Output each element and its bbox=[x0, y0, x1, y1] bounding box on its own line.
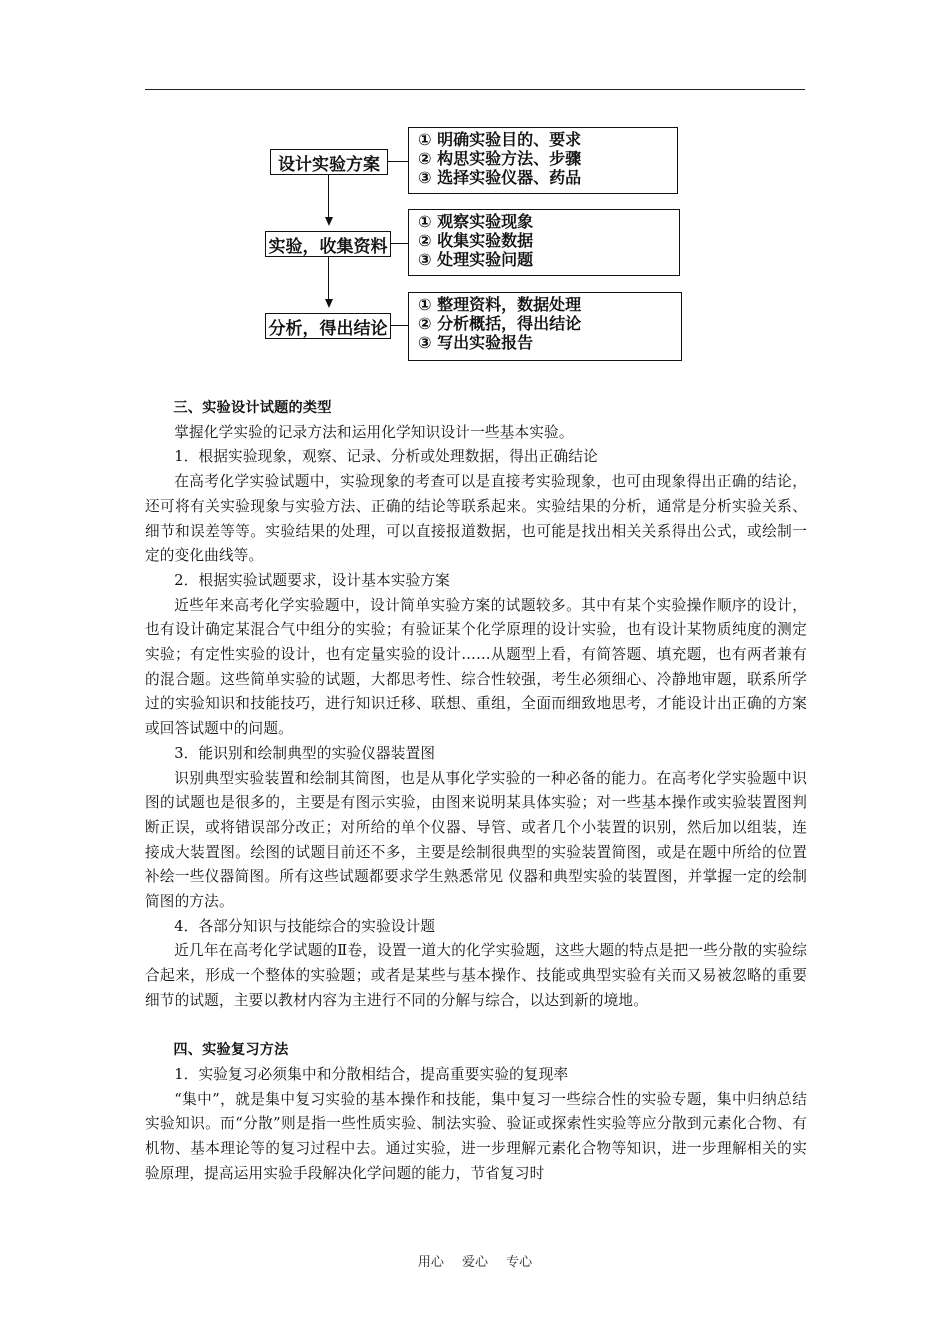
flow-stage-analysis bbox=[265, 313, 391, 339]
flow-stage-design bbox=[270, 149, 388, 175]
document-body bbox=[145, 396, 807, 1186]
section-heading: 三、实验设计试题的类型 bbox=[173, 400, 332, 416]
flow-detail-item: ① 观察实验现象 bbox=[418, 212, 534, 231]
item-title: 1．实验复习必须集中和分散相结合，提高重要实验的复现率 bbox=[174, 1065, 569, 1083]
flow-arrow-line bbox=[328, 257, 329, 300]
section-intro: 掌握化学实验的记录方法和运用化学知识设计一些基本实验。 bbox=[174, 423, 574, 441]
item-title: 3．能识别和绘制典型的实验仪器装置图 bbox=[174, 744, 436, 762]
flow-detail-item: ① 整理资料，数据处理 bbox=[418, 295, 582, 314]
item-title: 1．根据实验现象，观察、记录、分析或处理数据，得出正确结论 bbox=[174, 448, 598, 466]
flow-stage-label: 实验，收集资料 bbox=[268, 236, 388, 257]
flow-detail-item: ② 收集实验数据 bbox=[418, 231, 534, 250]
flow-details-analysis bbox=[408, 292, 682, 361]
flow-arrow-head bbox=[325, 299, 333, 308]
flow-arrow-line bbox=[328, 175, 329, 218]
flow-stage-experiment bbox=[265, 231, 391, 257]
flow-detail-item: ③ 处理实验问题 bbox=[418, 250, 534, 269]
item-body: 识别典型实验装置和绘制其简图，也是从事化学实验的一种必备的能力。在高考化学实验题中识图的试题也是很多的，主要是有图示实验，由图来说明某具体实验；对一些基本操作或实验装置图判断正误，或将错误部分改正；对所给的单个仪器、导管、或者几个小装置的识别，然后加以组装，连接成大装置图。绘图的试题目前还不多，主要是绘制很典型的实验装置简图，或是在题中所给的位置补绘一些仪器简图。所有这些试题都要求学生熟悉常见 仪器和典型实验的装置图，并掌握一定的绘制简图的方法。 bbox=[145, 769, 807, 911]
experiment-flowchart bbox=[0, 0, 950, 380]
flow-detail-item: ③ 选择实验仪器、药品 bbox=[418, 168, 582, 187]
flow-details-experiment bbox=[408, 209, 680, 276]
page-footer: 用心 爱心 专心 bbox=[417, 1255, 533, 1270]
item-body: 近些年来高考化学实验题中，设计简单实验方案的试题较多。其中有某个实验操作顺序的设计，也有设计确定某混合气中组分的实验；有验证某个化学原理的设计实验，也有设计某物质纯度的测定实验；有定性实验的设计，也有定量实验的设计……从题型上看，有简答题、填充题，也有两者兼有的混合题。这些简单实验的试题，大都思考性、综合性较强，考生必须细心、冷静地审题，联系所学过的实验知识和技能技巧，进行知识迁移、联想、重组，全面而细致地思考，才能设计出正确的方案或回答试题中的问题。 bbox=[145, 596, 807, 738]
item-body: 近几年在高考化学试题的Ⅱ卷，设置一道大的化学实验题，这些大题的特点是把一些分散的实验综合起来，形成一个整体的实验题；或者是某些与基本操作、技能或典型实验有关而又易被忽略的重要细节的试题，主要以教材内容为主进行不同的分解与综合，以达到新的境地。 bbox=[145, 942, 807, 1009]
flow-detail-item: ① 明确实验目的、要求 bbox=[418, 130, 582, 149]
item-body: 在高考化学实验试题中，实验现象的考查可以是直接考实验现象，也可由现象得出正确的结论，还可将有关实验现象与实验方法、正确的结论等联系起来。实验结果的分析，通常是分析实验关系、细节和误差等等。实验结果的处理，可以直接报道数据，也可能是找出相关关系得出公式，或绘制一定的变化曲线等。 bbox=[145, 473, 807, 565]
flow-detail-item: ③ 写出实验报告 bbox=[418, 333, 534, 352]
flow-stage-label: 设计实验方案 bbox=[278, 154, 380, 175]
section-heading: 四、实验复习方法 bbox=[173, 1042, 289, 1059]
flow-detail-item: ② 分析概括，得出结论 bbox=[418, 314, 582, 333]
item-title: 2．根据实验试题要求，设计基本实验方案 bbox=[174, 571, 450, 589]
flow-connector bbox=[388, 161, 410, 162]
flow-detail-item: ② 构思实验方法、步骤 bbox=[418, 149, 582, 168]
flow-details-design bbox=[408, 127, 678, 194]
flow-stage-label: 分析，得出结论 bbox=[268, 318, 388, 339]
paragraph-spacer bbox=[145, 1014, 807, 1039]
flow-arrow-head bbox=[325, 217, 333, 226]
item-body: “集中”，就是集中复习实验的基本操作和技能，集中复习一些综合性的实验专题，集中归纳总结实验知识。而“分散”则是指一些性质实验、制法实验、验证或探索性实验等应分散到元素化合物、有机物、基本理论等的复习过程中去。通过实验，进一步理解元素化合物等知识，进一步理解相关的实验原理，提高运用实验手段解决化学问题的能力，节省复习时 bbox=[145, 1090, 807, 1182]
item-title: 4．各部分知识与技能综合的实验设计题 bbox=[174, 917, 436, 935]
